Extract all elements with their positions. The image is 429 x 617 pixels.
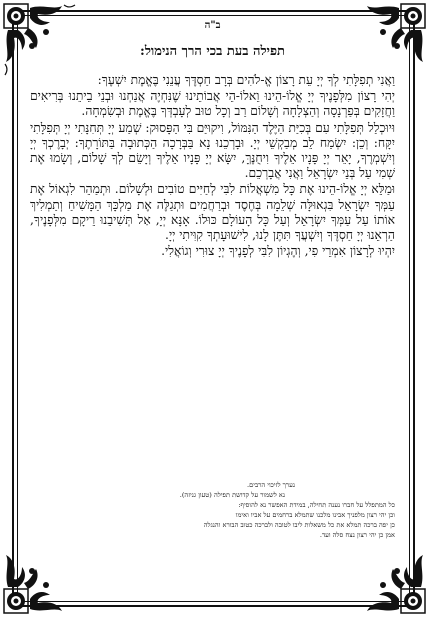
prayer-paragraph: וּמַלֵּא יְיָ אֱלוֹ-הֵינוּ אֶת כָּל מִשְׁאֲלוֹת לִבִּי לְחַיִּים טוֹבִים וּלְשָׁלוֹם. וּתְמַהֵר לִגְאוֹל אֶת עַמְּךָ יִשְׂרָאֵל בִּגְאוּלָּה שְׁלֵמָה בְּחֶסֶד וּבְרַחֲמִים וּתְגַלֶּה אֶת מַלְכָּךְ הַמָּשִׁיחַ וְתַמְלִיךְ אוֹתוֹ עַל עַמְּךָ יִשְׂרָאֵל וְעַל כָּל הָעוֹלָם כּוּלוֹ. אָנָּא יְיָ, אַל תְּשִׁיבֵנוּ רֵיקָם מִלְּפָנֶיךָ, הַרְאֵנוּ יְיָ חַסְדֶּךָ וְיִשְׁעֲךָ תִּתֶּן לָנוּ, לִישׁוּעָתְךָ קִוִּיתִי יְיָ. [30,182,395,243]
footnote-line: נערך לזיכוי הרבים. [247,481,295,489]
prayer-body [30,73,395,259]
footnote-line: כן יפה ברכה תמלא את כל משאלות ליבו לטובה ולברכה כטוב הבורא והנגלה [203,521,395,529]
corner-ornament-icon [353,541,427,615]
page-title: תפילה בעת בכי הרך הנימול: [140,44,285,59]
footnote-line: כל המתפלל על חברו נענה תחילה, במידת האפשר נא להוסיף: [238,501,395,509]
prayer-paragraph: וּיוּכְלַל תְּפִלָּתִי עִם בְּכִיַּת הַיֶּלֶד הַנִּמּוֹל, וִיקוּיַּם בִּי הַפָּסוּק: שְׁמַע יְיָ תְּחִנָּתִי יְיָ תְּפִלָּתִי יִקָּח: וְכֵן: יִשְׂמַח לֵב מְבַקְשֵׁי יְיָ. וּבָרְכֵנוּ נָא בַּבְּרָכָה הַכְּתוּבָה בַּתּוֹרָתֶךָ: יְבָרֶכְךָ יְיָ וְיִשְׁמְרֶךָ, יָאֵר יְיָ פָּנָיו אֵלֶיךָ וִיחֻנֶּךָּ, יִשָּׂא יְיָ פָּנָיו אֵלֶיךָ וְיָשֵׂם לְךָ שָׁלוֹם, וְשָׂמוּ אֶת שְׁמִי עַל בְּנֵי יִשְׂרָאֵל וַאֲנִי אֲבָרְכֵם. [30,120,395,181]
prayer-page [30,18,395,259]
footnote-line: וכן יהי רצון מלפניך אבינו מלכנו שתמלא ברחמים על אביו ואימו [235,511,395,519]
corner-ornament-icon [2,541,76,615]
prayer-paragraph: יְהִי רָצוֹן מִלְּפָנֶיךָ יְיָ אֱלוֹ-הֵינוּ וֵאלוֹ-הֵי אֲבוֹתֵינוּ שֶׁנִּחְיֶה אֲנַחְנוּ וּבְנֵי בֵיתֵנוּ בְּרִיאִים וַחֲזָקִים בְּפַרְנָסָה וְהַצְלָחָה וְשָׁלוֹם רַב וְכָל טוּב לְעָבְדְּךָ בֶּאֱמֶת וּבְשִׂמְחָה. [30,89,395,119]
footnote-line: נא לשמור על קדושת תפילה (טעון גניזה). [179,491,285,499]
footnote-line: אמן כן יהי רצון נצח סלה ועד. [319,531,395,539]
prayer-paragraph: וַאֲנִי תְפִלָּתִי לְךָ יְיָ עֵת רָצוֹן אֱ-לֹהִים בְּרָב חַסְדֶּךָ עֲנֵנִי בֶּאֱמֶת יִשְׁעֶךָ: [97,73,395,87]
prayer-paragraph: יִהְיוּ לְרָצוֹן אִמְרֵי פִי, וְהֶגְיוֹן לִבִּי לְפָנֶיךָ יְיָ צוּרִי וְגוֹאֲלִי. [161,244,395,259]
bsd-header: ב"ה [204,20,221,31]
footnotes [30,480,395,540]
